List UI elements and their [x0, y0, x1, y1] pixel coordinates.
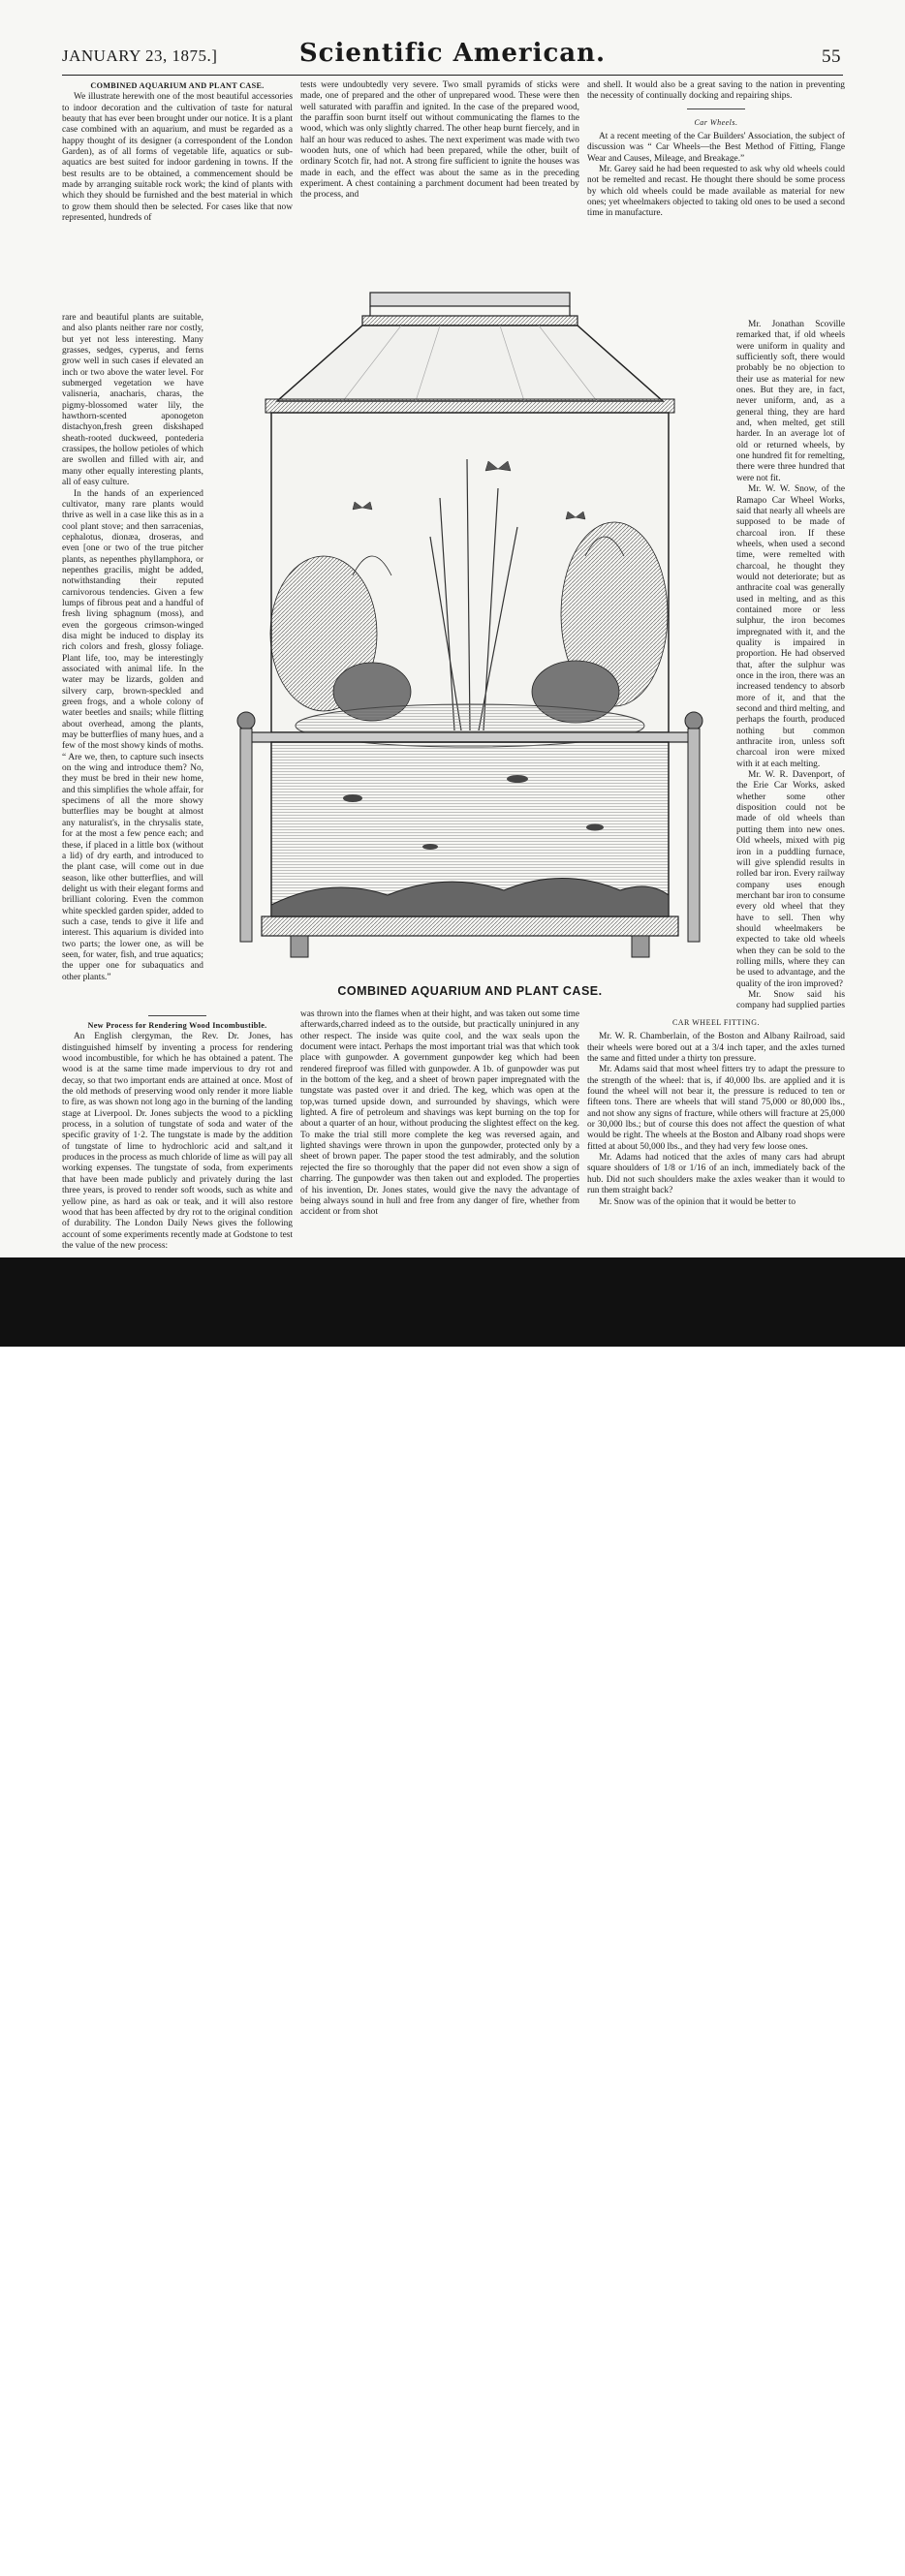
case-rail	[246, 732, 694, 742]
article-car-wheels-p4: Mr. W. W. Snow, of the Ramapo Car Wheel Works, said that nearly all wheels are supposed to be made of charcoal iron. If these wheels, when used a second time, were remelted with charcoal, he thought they would not deteriorate; but as anthracite coal was generally used in melting, and as this contained more or less sulphur, the iron becomes impregnated with it, and the quality is impaired in proportion. He had observed that, after the sulphur was once in the iron, there was an increased tendency to absorb more of it, and that the second and third melting, and perhaps the fourth, produced nothing but common anthracite iron, unless soft charcoal iron were mixed with it at each melting.	[736, 484, 845, 769]
left-finial	[237, 712, 255, 729]
section-divider	[148, 1015, 206, 1016]
watermark-logo: alamy	[43, 2524, 171, 2575]
right-finial	[685, 712, 702, 729]
article-aquarium-body	[62, 313, 203, 1003]
article-car-wheels-p5: Mr. W. R. Davenport, of the Erie Car Works, asked whether some other disposition could not be made of old wheels than putting them into new ones. Old wheels, mixed with pig iron in a puddling furnace, will give splendid results in rolled bar iron. Every railway company uses enough merchant bar iron to consume every old wheel that they have to sell. Then why should wheelmakers be expected to take old wheels when they can be sold to the rolling mills, where they can be used to advantage, and the quality of the iron improved?	[736, 770, 845, 989]
article-car-wheels-p6: Mr. Snow said his company had supplied parties	[736, 989, 845, 1009]
glass-roof	[277, 326, 663, 401]
article-wood-p4: was thrown into the flames when at their hight, and was taken out some time afterwards,charred indeed as to the outside, but practically uninjured in any other respect. The inside was quite cool, and the wax seals upon the document were intact. Perhaps the most important trial was that which took place with gunpowder. A government gunpowder keg which had been rendered fireproof was filled with gunpowder. A 1b. of gunpowder was put in the bottom of the keg, and a sheet of brown paper impregnated with the tungstate was pasted over it and dried. The keg, which was open at the top,was turned upside down, and surrounded by shavings, which were lighted. A fire of petroleum and shavings was kept burning on the top for about a quarter of an hour, without producing the slightest effect on the keg. To make the trial still more complete the keg was reversed again, and lighted shavings were thrown in upon the gunpowder, protected only by a sheet of brown paper. The paper stood the test admirably, and the solution rejected the fire so thoroughly that the paper did not even show a sign of charring. The gunpowder was then taken out and exploded. The properties of his invention, Dr. Jones states, would give the navy the advantage of being always sound in hull and free from any danger of fire, whether from accident or from shot	[300, 1009, 579, 1218]
left-post	[240, 729, 252, 942]
article-aquarium-p1: We illustrate herewith one of the most beautiful accessories to indoor decoration and the cultivation of taste for natural beauty that has ever been brought under our notice. It is a plant case combined with an aquarium, and must be regarded as a happy thought of its designer (a correspondent of the London Garden), as of all forms of vegetable life, aquatics or sub-aquatics are best suited for indoor gardening in towns. If the best results are to be obtained, a commencement should be made by arranging suitable rock work; the kind of plants with which they should be furnished and the best material in which to grow them should then be selected. For cases like that now represented, hundreds of	[62, 92, 293, 224]
car-wheel-fitting-subhead: CAR WHEEL FITTING.	[671, 1018, 761, 1027]
right-foot	[632, 936, 649, 957]
article-wood-col2-top	[300, 80, 579, 282]
article-aquarium-intro	[62, 80, 293, 313]
case-cornice	[265, 399, 674, 413]
article-car-wheels-p8: Mr. Adams said that most wheel fitters try to adapt the pressure to the strength of the wheel: that is, if 40,000 lbs. are applied and it is found the wheel will not bear it, the pressure is reduced to ten or fifteen tons. There are wheels that will stand 75,000 or 80,000 lbs., and not show any signs of fracture, while others will fracture at 25,000 or 30,000 lbs.; but of course this does not affect the question of what would be right. The wheels at the Boston and Albany road shops were fitted at about 50,000 lbs., and they had very few loose ones.	[587, 1065, 845, 1152]
page-number: 55	[822, 47, 841, 67]
article-car-wheels-top	[587, 80, 845, 317]
article-car-wheels-p3: Mr. Jonathan Scoville remarked that, if old wheels were uniform in quality and sufficiently soft, there would probably be no objection to their use as material for new ones. But they are, in fact, never uniform, and, as a general thing, they are hard and, when melted, get still harder. In an average lot of old or returned wheels, by one hundred fit for remelting, there were three hundred that were not fit.	[736, 320, 845, 483]
case-crest	[362, 293, 577, 326]
article-car-wheels-body	[736, 320, 845, 1009]
article-car-wheels-p1: At a recent meeting of the Car Builders' Association, the subject of discussion was “ Car Wheels—the Best Method of Fitting, Flange Wear and Causes, Mileage, and Breakage.”	[587, 132, 845, 164]
article-car-wheels-p10: Mr. Snow was of the opinion that it would be better to	[599, 1196, 796, 1207]
figure-caption: COMBINED AQUARIUM AND PLANT CASE.	[337, 984, 603, 998]
article-wood-title: New Process for Rendering Wood Incombustible.	[87, 1021, 267, 1030]
article-wood-p1: An English clergyman, the Rev. Dr. Jones, has distinguished himself by inventing a process for rendering wood incombustible, for which he has obtained a patent. The wood is at the same time made impervious to dry rot and decay, so that two important ends are attained at once. Most of the old methods of preserving wood only render it more liable to fire, as was shown not long ago in the burning of the landing stage at Liverpool. Dr. Jones subjects the wood to a pickling process, in a solution of tungstate of soda and water of the specific gravity of 1·2. The tungstate is made by the addition of tungstate of lime to hydrochloric acid and salt,and it produces in the process as much chloride of lime as will pay all working expenses. The tungstate of soda, from experiments that have been made publicly and privately during the last three years, is proved to render soft woods, such as white and yellow pine, as hard as oak or teak, and it will also restore wood that has been affected by dry rot to the original condition of durability. The London Daily News gives the following account of some experiments recently made at Godstone to test the value of the new process:	[62, 1032, 293, 1251]
article-wood-ending: and shell. It would also be a great saving to the nation in preventing the necessity of continually docking and repairing ships.	[587, 80, 845, 102]
masthead: Scientific American.	[298, 39, 607, 68]
article-car-wheels-p9: Mr. Adams had noticed that the axles of many cars had abrupt square shoulders of 1/8 or 1/16 of an inch, immediately back of the hub. Did not such shoulders make the axles weaker than it would to run them straight back?	[587, 1153, 845, 1196]
article-aquarium-title: COMBINED AQUARIUM AND PLANT CASE.	[90, 81, 265, 90]
watermark-band	[0, 1257, 905, 2575]
article-car-wheels-bottom	[587, 1009, 845, 1252]
case-base	[262, 916, 678, 936]
article-aquarium-p3: In the hands of an experienced cultivator, many rare plants would thrive as well in a case like this as in a cool plant stove; and then sarracenias, cephalotus, dionæa, droseras, and even [one or two of the true pitcher plants, as nepenthes phyllamphora, or nepenthes gracilis, might be added, notwithstanding their reputed carnivorous tendencies. Given a few lumps of fibrous peat and a handful of fresh living sphagnum (moss), and even the gorgeous crimson-winged disa might be induced to display its rich colors and fresh, glossy foliage. Plant life, too, may be interestingly associated with animal life. In the water may be lizards, golden and silvery carp, brown-speckled and green frogs, and a whole colony of water beetles and snails; while flitting about overhead, among the plants, may be butterflies of many hues, and a few of the most showy kinds of moths. “ Are we, then, to capture such insects on the wing and introduce them? No, they must be bred in their new home, and this simplifies the whole affair, for specimens of all the more showy butterflies may be bought at almost any naturalist's, in the chrysalis state, for at the most a few pence each; and these, if placed in a little box (without a lid) of dry earth, and introduced to the plant case, will come out in due season, like other butterflies, and will delight us with their elegant forms and brilliant coloring. Even the common white speckled garden spider, added to such a case, tends to give it life and interest. This aquarium is divided into two parts; the lower one, as will be seen, for water, fish, and true aquatics; the upper one for subaquatics and other plants.”	[62, 488, 203, 982]
newspaper-page	[0, 0, 905, 1257]
right-post	[688, 729, 700, 942]
article-car-wheels-title: Car Wheels.	[694, 117, 738, 127]
left-foot	[291, 936, 308, 957]
issue-date: JANUARY 23, 1875.]	[62, 47, 218, 65]
article-wood-p3: tests were undoubtedly very severe. Two small pyramids of sticks were made, one of prepared and the other of unprepared wood. These were then well saturated with paraffin and ignited. In the case of the prepared wood, the paraffin soon burnt itself out without communicating the flames to the wood, which was only slightly charred. The other heap burnt fiercely, and in half an hour was reduced to ashes. The next experiment was made with two wooden huts, one of which had been prepared, while the other, built of ordinary Scotch fir, had not. A strong fire sufficient to ignite the houses was made in each, and the effect was about the same as in the preceding experiment. A chest containing a parchment document had been treated by the process, and	[300, 80, 579, 201]
watermark-image-id: 2ABWCT7	[756, 2544, 857, 2568]
header-rule	[62, 75, 843, 76]
article-aquarium-p2: rare and beautiful plants are suitable, and also plants neither rare nor costly, but yet not less interesting. Many grasses, sedges, cyperus, and ferns grow well in such cases if elevated an inch or two above the water level. For submerged vegetation we have valisneria, anacharis, charas, the pigmy-blossomed water lily, the hawthorn-scented aponogeton distachyon,fresh green diskshaped sheath-rooted duckweed, pontederia crassipes, the hollow petioles of which are swollen and filled with air, and many other equally interesting plants, all of easy culture.	[62, 313, 203, 488]
aquarium-plant-case-engraving	[207, 285, 733, 975]
article-wood-col1	[62, 1009, 293, 1252]
article-wood-col2-bottom	[300, 1009, 579, 1252]
article-car-wheels-p2: Mr. Garey said he had been requested to ask why old wheels could not be remelted and recast. He thought there should be some process by which old wheels could be made available as material for new ones; yet wheelmakers objected to taking old ones to be used a second time in manufacture.	[587, 165, 845, 219]
article-car-wheels-p7: Mr. W. R. Chamberlain, of the Boston and Albany Railroad, said their wheels were bored out at a 3/4 inch taper, and the axles turned the same and fitted under a thirty ton pressure.	[587, 1032, 845, 1065]
